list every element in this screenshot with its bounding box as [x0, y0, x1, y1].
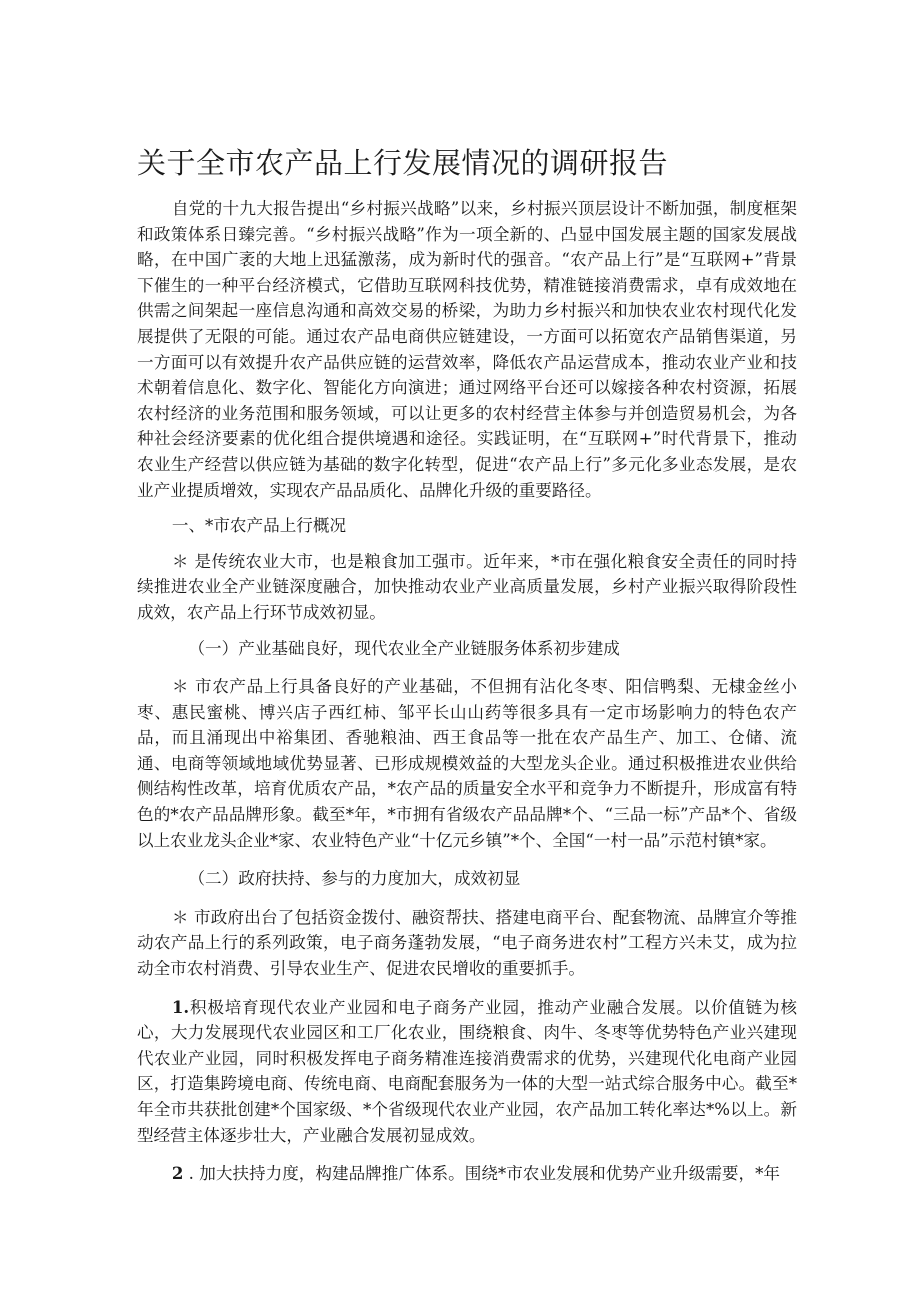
item-2-number: 2	[171, 1163, 184, 1184]
subsection-1-paragraph: ＊ 市农产品上行具备良好的产业基础，不但拥有沾化冬枣、阳信鸭梨、无棣金丝小枣、惠民蜜桃、博兴店子西红柿、邹平长山山药等很多具有一定市场影响力的特色农产品，而且涌现出中裕集团、香驰粮油、西王食品等一批在农产品生产、加工、仓储、流通、电商等领域地域优势显著、已形成规模效益的大型龙头企业。通过积极推进农业供给侧结构性改革，培育优质农产品，*农产品的质量安全水平和竞争力不断提升，形成富有特色的*农产品品牌形象。截至*年，*市拥有省级农产品品牌*个、“三品一标”产品*个、省级以上农业龙头企业*家、农业特色产业“十亿元乡镇”*个、全国“一村一品”示范村镇*家。	[137, 677, 797, 850]
page-title: 关于全市农产品上行发展情况的调研报告	[137, 146, 669, 180]
item-2-paragraph	[137, 1161, 797, 1187]
item-1-number: 1.	[171, 996, 190, 1017]
item-1-text: 积极培育现代农业产业园和电子商务产业园，推动产业融合发展。以价值链为核心，大力发展现代农业园区和工厂化农业，围绕粮食、肉牛、冬枣等优势特色产业兴建现代农业产业园，同时积极发挥电子商务精准连接消费需求的优势，兴建现代化电商产业园区，打造集跨境电商、传统电商、电商配套服务为一体的大型一站式综合服务中心。截至*年全市共获批创建*个国家级、*个省级现代农业产业园，农产品加工转化率达*%以上。新型经营主体逐步壮大，产业融合发展初显成效。	[137, 997, 797, 1145]
subsection-2-heading: （二）政府扶持、参与的力度加大，成效初显	[188, 869, 521, 889]
section-1-heading: 一、*市农产品上行概况	[171, 516, 347, 536]
item-2-text: . 加大扶持力度，构建品牌推广体系。围绕*市农业发展和优势产业升级需要，*年	[183, 1164, 781, 1184]
intro-paragraph: 自党的十九大报告提出“乡村振兴战略”以来，乡村振兴顶层设计不断加强，制度框架和政策体系日臻完善。“乡村振兴战略”作为一项全新的、凸显中国发展主题的国家发展战略，在中国广袤的大地上迅猛激荡，成为新时代的强音。“农产品上行”是“互联网+”背景下催生的一种平台经济模式，它借助互联网科技优势，精准链接消费需求，卓有成效地在供需之间架起一座信息沟通和高效交易的桥梁，为助力乡村振兴和加快农业农村现代化发展提供了无限的可能。通过农产品电商供应链建设，一方面可以拓宽农产品销售渠道，另一方面可以有效提升农产品供应链的运营效率，降低农产品运营成本，推动农业产业和技术朝着信息化、数字化、智能化方向演进；通过网络平台还可以嫁接各种农村资源，拓展农村经济的业务范围和服务领域，可以让更多的农村经营主体参与并创造贸易机会，为各种社会经济要素的优化组合提供境遇和途径。实践证明，在“互联网+”时代背景下，推动农业生产经营以供应链为基础的数字化转型，促进“农产品上行”多元化多业态发展，是农业产业提质增效，实现农产品品质化、品牌化升级的重要路径。	[137, 199, 797, 500]
section-1-paragraph: ＊ 是传统农业大市，也是粮食加工强市。近年来，*市在强化粮食安全责任的同时持续推进农业全产业链深度融合，加快推动农业产业高质量发展，乡村产业振兴取得阶段性成效，农产品上行环节成效初显。	[137, 551, 797, 622]
subsection-1-heading: （一）产业基础良好，现代农业全产业链服务体系初步建成	[188, 638, 620, 658]
document-body	[137, 196, 797, 1187]
subsection-2-paragraph: ＊ 市政府出台了包括资金拨付、融资帮扶、搭建电商平台、配套物流、品牌宣介等推动农产品上行的系列政策，电子商务蓬勃发展，“电子商务进农村”工程方兴未艾，成为拉动全市农村消费、引导农业生产、促进农民增收的重要抓手。	[137, 907, 797, 979]
item-1-paragraph	[137, 995, 797, 1149]
